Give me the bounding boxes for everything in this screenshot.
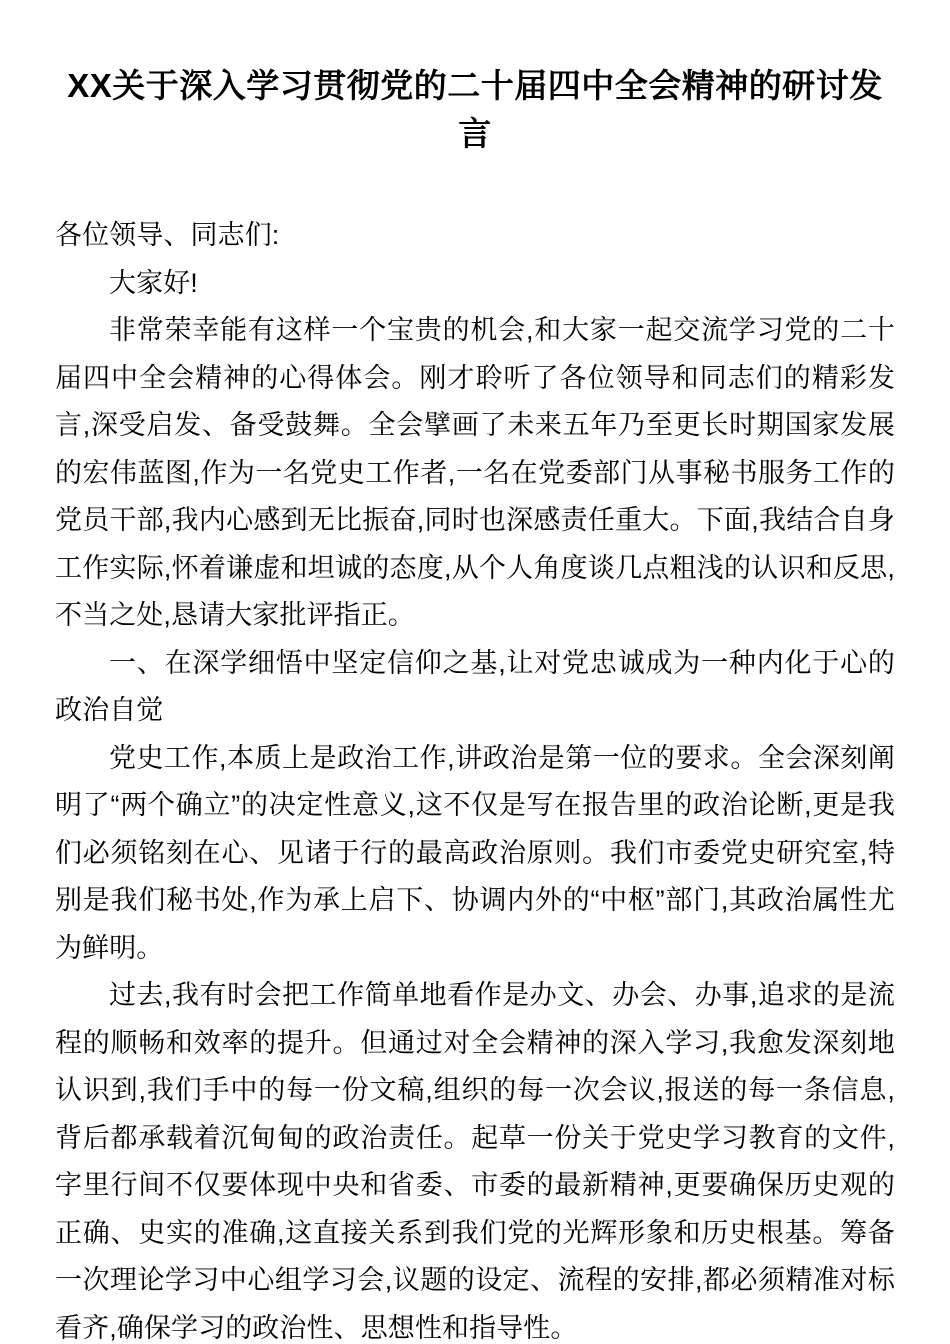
page-title: XX关于深入学习贯彻党的二十届四中全会精神的研讨发言 — [67, 67, 883, 152]
salutation-line: 各位领导、同志们: — [55, 220, 280, 250]
section-1-paragraph-1: 党史工作,本质上是政治工作,讲政治是第一位的要求。全会深刻阐明了“两个确立”的决定性意义,这不仅是写在报告里的政治论断,更是我们必须铭刻在心、见诸于行的最高政治原则。我们市委党史研究室,特别是我们秘书处,作为承上启下、协调内外的“中枢”部门,其政治属性尤为鲜明。 — [55, 742, 895, 963]
greeting-line: 大家好! — [109, 267, 198, 298]
document-body — [55, 212, 895, 1344]
section-1-paragraph-2: 过去,我有时会把工作简单地看作是办文、办会、办事,追求的是流程的顺畅和效率的提升。但通过对全会精神的深入学习,我愈发深刻地认识到,我们手中的每一份文稿,组织的每一次会议,报送的每一条信息,背后都承载着沉甸甸的政治责任。起草一份关于党史学习教育的文件,字里行间不仅要体现中央和省委、市委的最新精神,更要确保历史观的正确、史实的准确,这直接关系到我们党的光辉形象和历史根基。筹备一次理论学习中心组学习会,议题的设定、流程的安排,都必须精准对标看齐,确保学习的政治性、思想性和指导性。 — [55, 980, 895, 1343]
section-heading-1: 一、在深学细悟中坚定信仰之基,让对党忠诚成为一种内化于心的政治自觉 — [55, 647, 895, 725]
intro-paragraph: 非常荣幸能有这样一个宝贵的机会,和大家一起交流学习党的二十届四中全会精神的心得体会。刚才聆听了各位领导和同志们的精彩发言,深受启发、备受鼓舞。全会擘画了未来五年乃至更长时期国家发展的宏伟蓝图,作为一名党史工作者,一名在党委部门从事秘书服务工作的党员干部,我内心感到无比振奋,同时也深感责任重大。下面,我结合自身工作实际,怀着谦虚和坦诚的态度,从个人角度谈几点粗浅的认识和反思,不当之处,恳请大家批评指正。 — [55, 315, 895, 630]
